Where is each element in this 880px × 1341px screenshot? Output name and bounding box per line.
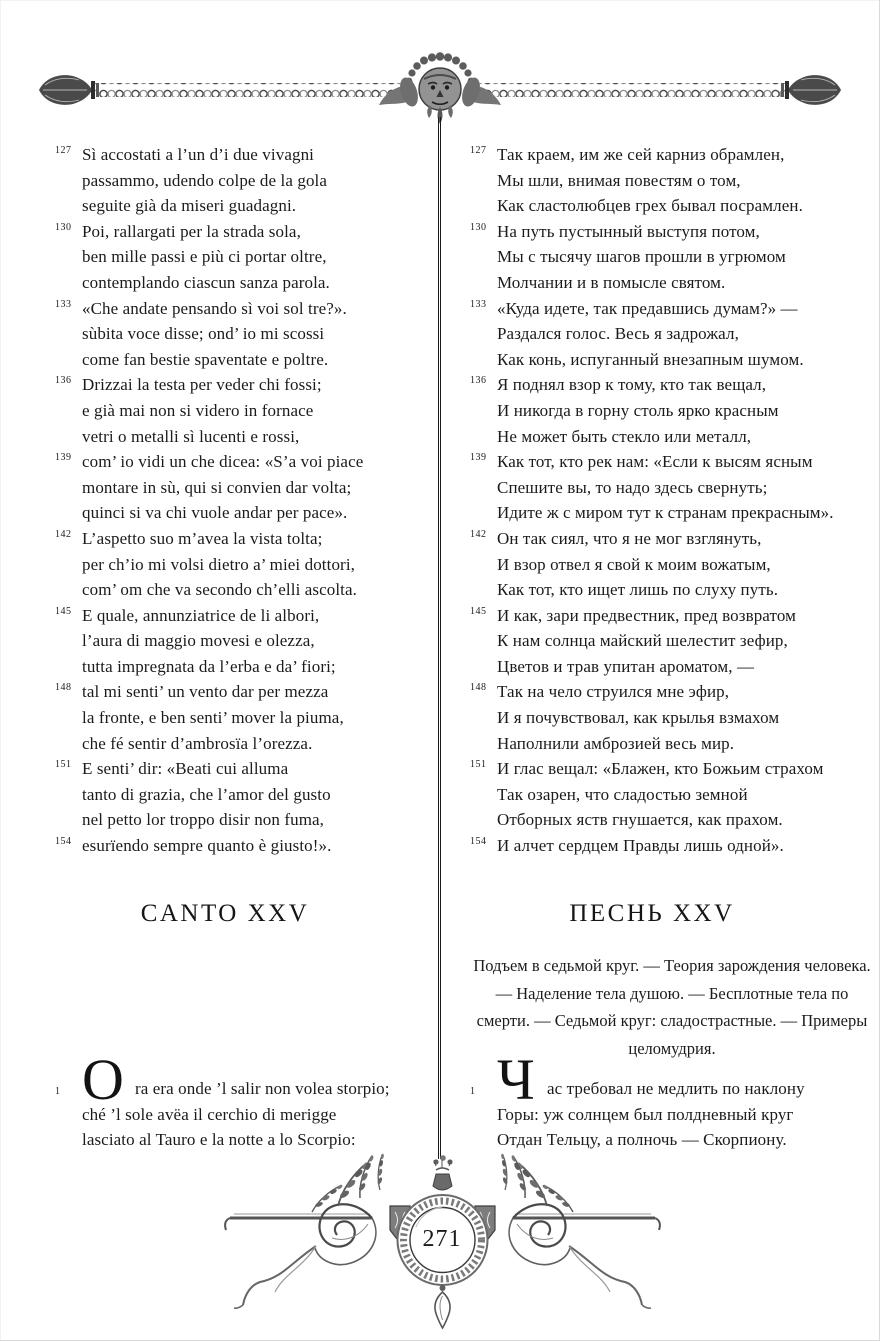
verse-line: Как сластолюбцев грех бывал посрамлен.: [497, 196, 803, 216]
verse-line: contemplando ciascun sanza parola.: [82, 272, 330, 292]
tercet: [470, 526, 847, 603]
verse-line: И я почувствовал, как крылья взмахом: [497, 708, 780, 728]
tercet: [55, 833, 428, 859]
verse-line: seguite già da miseri guadagni.: [82, 196, 297, 216]
vase-icon: [433, 1155, 453, 1190]
verse-line: quinci si va chi vuole andar per pace».: [82, 503, 348, 523]
bottom-drop-icon: [435, 1285, 450, 1328]
verse-line: E senti’ dir: «Beati cui alluma: [82, 759, 289, 779]
verse-number: 133: [55, 298, 72, 310]
lion-mask-icon: [379, 52, 501, 124]
tercet: [470, 603, 847, 680]
verse-line: per ch’io mi volsi dietro a’ miei dottori,: [82, 554, 355, 574]
verse-number: 145: [55, 605, 72, 617]
tercet: [55, 219, 428, 296]
tercet: [55, 679, 428, 756]
verse-line: lasciato al Tauro e la notte a lo Scorpio:: [82, 1130, 356, 1150]
verse-line: Как конь, испуганный внезапным шумом.: [497, 349, 804, 369]
verse-line: Спешите вы, то надо здесь свернуть;: [497, 477, 768, 497]
canto-argument: Подъем в седьмой круг. — Теория зарождения человека. — Наделение тела душою. — Бесплотные тела по смерти. — Седьмой круг: сладострастные. — Примеры целомудрия.: [473, 956, 871, 1058]
verse-number: 136: [55, 375, 72, 387]
verse-line: Наполнили амброзией весь мир.: [497, 733, 735, 753]
verse-line: Как тот, кто рек нам: «Если к высям ясным: [497, 452, 813, 472]
column-divider-rule: [438, 117, 441, 1159]
verse-number: 139: [470, 452, 487, 464]
verse-line: Горы: уж солнцем был полдневный круг: [497, 1104, 794, 1124]
verse-line: Мы с тысячу шагов прошли в угрюмом: [497, 247, 786, 267]
footer-right-scrolls: [475, 1152, 660, 1308]
verse-number: 130: [55, 221, 72, 233]
verse-number: 151: [55, 759, 72, 771]
verse-number: 154: [55, 836, 72, 848]
tercet-list-italian: [55, 142, 428, 859]
tercet: [470, 756, 847, 833]
verse-number: 142: [470, 528, 487, 540]
verse-line: che fé sentir d’ambrosïa l’orezza.: [82, 733, 313, 753]
left-finial-icon: [39, 75, 99, 105]
verse-line: Он так сиял, что я не мог взглянуть,: [497, 528, 762, 548]
verse-line: И взор отвел я свой к моим вожатым,: [497, 554, 771, 574]
verse-line: ben mille passi e più ci portar oltre,: [82, 247, 327, 267]
verse-number: 142: [55, 528, 72, 540]
verse-line: e già mai non si videro in fornace: [82, 400, 314, 420]
verse-line: com’ om che va secondo ch’elli ascolta.: [82, 580, 358, 600]
header-ornament-rule: [35, 45, 845, 125]
verse-line: Цветов и трав упитан ароматом, —: [497, 656, 755, 676]
tercet: [470, 449, 847, 526]
verse-line: Poi, rallargati per la strada sola,: [82, 221, 301, 241]
verse-line: Так озарен, что сладостью земной: [497, 784, 748, 804]
verse-line: ché ’l sole avëa il cerchio di merigge: [82, 1104, 337, 1124]
tercet: [470, 296, 847, 373]
verse-line: L’aspetto suo m’avea la vista tolta;: [82, 528, 323, 548]
canto-heading-russian: ПЕСНЬ XXV: [569, 900, 735, 927]
drop-cap: Ч: [497, 1047, 535, 1112]
footer-left-scrolls: [225, 1152, 410, 1308]
verse-line: На путь пустынный выступя потом,: [497, 221, 760, 241]
verse-line: «Куда идете, так предавшись думам?» —: [497, 298, 798, 318]
verse-line: Как тот, кто ищет лишь по слуху путь.: [497, 580, 779, 600]
canto-heading-italian: CANTO XXV: [140, 900, 310, 927]
verse-line: Sì accostati a l’un d’i due vivagni: [82, 145, 314, 164]
verse-line: vetri o metalli sì lucenti e rossi,: [82, 426, 300, 446]
verse-line: Раздался голос. Весь я задрожал,: [497, 324, 739, 344]
verse-line: tanto di grazia, che l’amor del gusto: [82, 784, 331, 804]
verse-line: «Che andate pensando sì voi sol tre?».: [82, 298, 347, 318]
verse-line: Молчании и в помысле святом.: [497, 272, 726, 292]
tercet: [55, 449, 428, 526]
verse-line: Не может быть стекло или металл,: [497, 426, 752, 446]
verse-line: Отборных яств гнушается, как прахом.: [497, 810, 783, 830]
column-italian: [55, 142, 428, 1150]
verse-line: Идите ж с миром тут к странам прекрасным».: [497, 503, 834, 523]
canto-opening-russian: [470, 1047, 847, 1153]
right-finial-icon: [781, 75, 841, 105]
drop-cap: O: [82, 1047, 124, 1112]
tercet: [55, 296, 428, 373]
verse-line: К нам солнца майский шелестит зефир,: [497, 631, 788, 651]
page-number: 271: [422, 1226, 462, 1252]
verse-line: montare in sù, qui si convien dar volta;: [82, 477, 352, 497]
verse-line: И алчет сердцем Правды лишь одной».: [497, 836, 784, 856]
tercet: [470, 679, 847, 756]
verse-line: Так на чело струился мне эфир,: [497, 682, 730, 702]
verse-number: 130: [470, 221, 487, 233]
tercet: [55, 372, 428, 449]
verse-line: Отдан Тельцу, а полночь — Скорпиону.: [497, 1130, 787, 1150]
verse-line: sùbita voce disse; ond’ io mi scossi: [82, 324, 325, 344]
verse-number: 133: [470, 298, 487, 310]
verse-number: 151: [470, 759, 487, 771]
verse-line: Так краем, им же сей карниз обрамлен,: [497, 145, 785, 164]
tercet: [55, 526, 428, 603]
verse-line: И глас вещал: «Блажен, кто Божьим страхом: [497, 759, 824, 779]
verse-line: E quale, annunziatrice de li albori,: [82, 605, 320, 625]
verse-line: ас требовал не медлить по наклону: [547, 1079, 805, 1098]
verse-line: tal mi senti’ un vento dar per mezza: [82, 682, 329, 702]
verse-number: 145: [470, 605, 487, 617]
verse-line: И как, зари предвестник, пред возвратом: [497, 605, 796, 625]
verse-line: passammo, udendo colpe de la gola: [82, 170, 328, 190]
verse-number: 148: [470, 682, 487, 694]
verse-line: Мы шли, внимая повестям о том,: [497, 170, 741, 190]
verse-line: l’aura di maggio movesi e olezza,: [82, 631, 315, 651]
canto-opening-italian: [55, 1047, 428, 1153]
verse-number: 136: [470, 375, 487, 387]
verse-number: 148: [55, 682, 72, 694]
verse-number: 1: [55, 1086, 61, 1097]
verse-line: la fronte, e ben senti’ mover la piuma,: [82, 708, 344, 728]
tercet: [470, 142, 847, 219]
verse-line: ra era onde ’l salir non volea storpio;: [135, 1079, 390, 1098]
tercet: [55, 142, 428, 219]
tercet: [470, 219, 847, 296]
verse-line: И никогда в горну столь ярко красным: [497, 400, 779, 420]
verse-line: tutta impregnata da l’erba e da’ fiori;: [82, 656, 336, 676]
verse-line: esurïendo sempre quanto è giusto!».: [82, 836, 332, 856]
tercet: [470, 833, 847, 859]
tercet: [55, 756, 428, 833]
verse-line: Я поднял взор к тому, кто так вещал,: [497, 375, 767, 395]
verse-line: com’ io vidi un che dicea: «S’a voi piace: [82, 452, 364, 472]
verse-line: come fan bestie spaventate e poltre.: [82, 349, 329, 369]
verse-number: 127: [470, 145, 487, 156]
column-russian: [470, 142, 871, 1150]
verse-line: nel petto lor troppo disir non fuma,: [82, 810, 325, 830]
verse-number: 139: [55, 452, 72, 464]
verse-number: 1: [470, 1086, 476, 1097]
verse-number: 127: [55, 145, 72, 156]
verse-number: 154: [470, 836, 487, 848]
tercet: [470, 372, 847, 449]
tercet-list-russian: [470, 142, 847, 859]
tercet: [55, 603, 428, 680]
verse-line: Drizzai la testa per veder chi fossi;: [82, 375, 322, 395]
